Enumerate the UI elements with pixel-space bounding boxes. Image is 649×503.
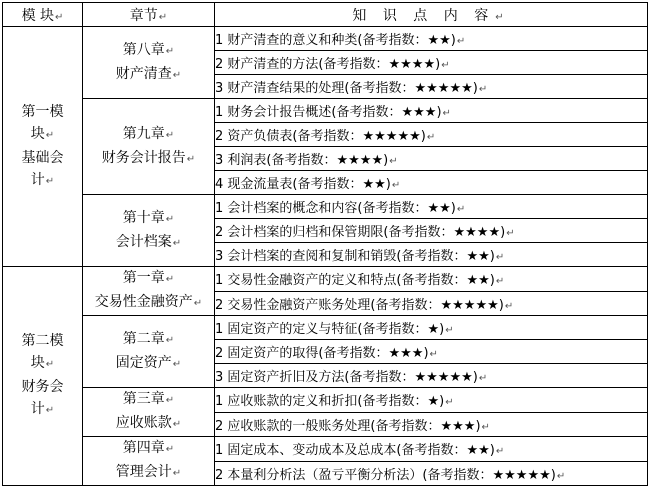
topic-cell [215,171,648,195]
topic-close: ) [439,394,445,410]
star-rating: ★★★★ [388,57,436,72]
topic-text: 1 固定成本、变动成本及总成本(备考指数： [215,443,467,459]
topic-cell [215,27,648,51]
topic-close: ) [500,225,506,240]
topic-text: 2 本量利分析法（盈亏平衡分析法）(备考指数： [215,467,493,483]
topic-close: ) [472,81,478,96]
chapter-cell [83,195,215,267]
star-rating: ★★ [466,249,490,264]
module-name-line: 计↵ [30,171,55,188]
chapter-cell [83,267,215,316]
module-name-line: 第二模 [21,333,64,349]
star-rating: ★★ [466,443,490,459]
paragraph-mark: ↵ [481,421,490,433]
header-module: 模 块↵ [3,3,83,27]
chapter-cell [83,388,215,437]
topic-close: ) [475,418,481,434]
module-name-line: 块↵ [30,355,55,371]
topic-close: ) [435,57,441,72]
star-rating: ★ [427,322,440,337]
topic-cell [215,123,648,147]
topic-cell [215,340,648,364]
table-body [3,27,648,486]
syllabus-table [2,2,648,486]
paragraph-mark: ↵ [495,252,505,263]
table-row [3,437,648,462]
paragraph-mark: ↵ [456,204,466,215]
table-row [3,99,648,123]
topic-cell [215,267,648,292]
topic-close: ) [423,346,429,361]
topic-close: ) [489,273,495,289]
module-name-line: 第一模 [21,103,64,120]
topic-cell [215,364,648,388]
star-rating: ★★ [362,177,386,192]
topic-close: ) [498,297,504,313]
table-row [3,316,648,340]
chapter-name-line: 应收账款↵ [115,415,182,431]
topic-close: ) [385,177,391,192]
star-rating: ★★★★ [336,153,384,168]
chapter-name-line: 第一章↵ [122,270,175,286]
topic-close: ) [472,370,478,385]
topic-text: 3 利润表(备考指数： [215,153,337,168]
paragraph-mark: ↵ [556,470,566,482]
topic-text: 3 财产清查结果的处理(备考指数： [215,81,415,96]
topic-cell [215,99,648,123]
topic-cell [215,75,648,99]
star-rating: ★★★ [440,418,476,434]
star-rating: ★★★★★ [414,370,473,385]
topic-text: 2 交易性金融资产账务处理(备考指数： [215,297,441,313]
star-rating: ★★★ [401,105,437,120]
chapter-name-line: 交易性金融资产↵ [94,294,203,310]
topic-close: ) [450,201,456,216]
topic-cell [215,316,648,340]
paragraph-mark: ↵ [445,397,454,409]
table-row [3,388,648,413]
topic-text: 1 应收账款的定义和折扣(备考指数： [215,394,428,410]
topic-text: 2 固定资产的取得(备考指数： [215,346,389,361]
topic-close: ) [383,153,389,168]
topic-close: ) [436,105,442,120]
chapter-name-line: 第四章↵ [122,440,175,456]
paragraph-mark: ↵ [495,276,505,288]
topic-close: ) [439,322,445,337]
topic-text: 2 资产负债表(备考指数： [215,129,363,144]
paragraph-mark: ↵ [506,228,515,239]
topic-text: 1 会计档案的概念和内容(备考指数： [215,201,428,216]
topic-text: 2 财产清查的方法(备考指数： [215,57,389,72]
topic-cell [215,219,648,243]
paragraph-mark: ↵ [456,36,466,47]
chapter-name-line: 固定资产↵ [115,354,182,371]
chapter-name-line: 第二章↵ [122,330,175,347]
paragraph-mark: ↵ [478,373,488,384]
module-name-line: 基础会 [21,149,64,166]
paragraph-mark: ↵ [442,108,451,119]
chapter-cell [83,99,215,195]
topic-text: 1 固定资产的定义与特征(备考指数： [215,322,428,337]
header-chapter: 章节↵ [83,3,215,27]
topic-cell [215,51,648,75]
star-rating: ★★★★★ [440,297,499,313]
topic-text: 1 财产清查的意义和种类(备考指数： [215,33,428,48]
topic-close: ) [489,443,495,459]
star-rating: ★★★★★ [362,129,421,144]
paragraph-mark: ↵ [495,446,505,458]
topic-cell [215,147,648,171]
topic-cell [215,195,648,219]
chapter-name-line: 第三章↵ [122,391,175,407]
chapter-cell [83,316,215,388]
topic-cell [215,291,648,316]
chapter-name-line: 会计档案↵ [115,233,182,250]
header-topic: 知 识 点 内 容↵ [215,3,648,27]
topic-text: 3 会计档案的查阅和复制和销毁(备考指数： [215,249,467,264]
header-row [3,3,648,27]
topic-text: 4 现金流量表(备考指数： [215,177,363,192]
module-cell [3,267,83,486]
module-name-line: 财务会 [21,379,64,395]
star-rating: ★★★★★ [492,467,551,483]
topic-close: ) [450,33,456,48]
topic-text: 3 固定资产折旧及方法(备考指数： [215,370,415,385]
chapter-name-line: 第八章↵ [122,41,175,58]
chapter-cell [83,437,215,486]
topic-close: ) [420,129,426,144]
table-row [3,195,648,219]
chapter-name-line: 财务会计报告↵ [101,149,196,166]
paragraph-mark: ↵ [445,325,454,336]
chapter-cell [83,27,215,99]
topic-close: ) [489,249,495,264]
paragraph-mark: ↵ [389,156,398,167]
star-rating: ★★★ [388,346,424,361]
topic-cell [215,437,648,462]
topic-cell [215,388,648,413]
topic-cell [215,461,648,486]
topic-text: 1 交易性金融资产的定义和特点(备考指数： [215,273,467,289]
paragraph-mark: ↵ [429,349,438,360]
module-cell [3,27,83,267]
star-rating: ★★ [427,201,451,216]
topic-cell [215,243,648,267]
chapter-name-line: 财产清查↵ [115,65,182,82]
chapter-name-line: 第十章↵ [122,209,175,226]
paragraph-mark: ↵ [391,180,401,191]
topic-text: 2 应收账款的一般账务处理(备考指数： [215,418,441,434]
table-row [3,27,648,51]
topic-cell [215,412,648,437]
paragraph-mark: ↵ [478,84,488,95]
chapter-name-line: 管理会计↵ [115,464,182,480]
module-name-line: 计↵ [30,401,55,417]
module-name-line: 块↵ [30,125,55,142]
topic-close: ) [550,467,556,483]
paragraph-mark: ↵ [441,60,450,71]
paragraph-mark: ↵ [504,300,514,312]
star-rating: ★★ [427,33,451,48]
star-rating: ★★ [466,273,490,289]
star-rating: ★ [427,394,440,410]
table-row [3,267,648,292]
topic-text: 1 财务会计报告概述(备考指数： [215,105,402,120]
topic-text: 2 会计档案的归档和保管期限(备考指数： [215,225,454,240]
star-rating: ★★★★ [453,225,501,240]
star-rating: ★★★★★ [414,81,473,96]
paragraph-mark: ↵ [426,132,436,143]
chapter-name-line: 第九章↵ [122,125,175,142]
